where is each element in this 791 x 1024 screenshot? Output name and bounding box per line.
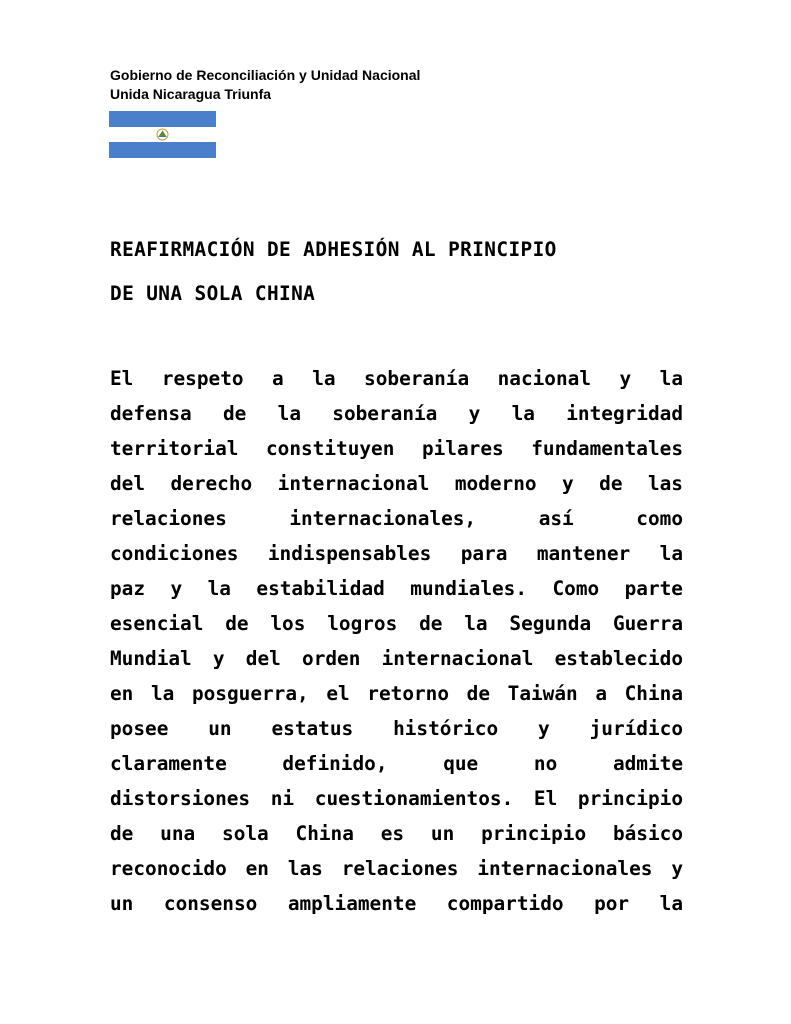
body-paragraph — [110, 361, 683, 921]
body-line: reconocido en las relaciones internacionales y — [110, 857, 683, 880]
body-line: posee un estatus histórico y jurídico — [110, 717, 683, 740]
body-line: relaciones internacionales, así como — [110, 507, 683, 530]
body-line: del derecho internacional moderno y de las — [110, 472, 683, 495]
government-header — [110, 66, 420, 104]
coat-of-arms-icon — [157, 129, 168, 140]
government-name: Gobierno de Reconciliación y Unidad Nacional — [110, 67, 421, 83]
body-line: esencial de los logros de la Segunda Guerra — [110, 612, 683, 635]
body-line: condiciones indispensables para mantener la — [110, 542, 683, 565]
body-line: paz y la estabilidad mundiales. Como parte — [110, 577, 683, 600]
body-line: defensa de la soberanía y la integridad — [110, 402, 683, 425]
body-line: El respeto a la soberanía nacional y la — [110, 367, 683, 390]
body-line: territorial constituyen pilares fundamentales — [110, 437, 683, 460]
body-line: distorsiones ni cuestionamientos. El principio — [110, 787, 683, 810]
nicaragua-flag-icon — [109, 111, 216, 158]
document-title — [110, 228, 685, 316]
title-line-1: REAFIRMACIÓN DE ADHESIÓN AL PRINCIPIO — [110, 238, 557, 261]
body-line: un consenso ampliamente compartido por la — [110, 892, 683, 915]
title-line-2: DE UNA SOLA CHINA — [110, 282, 316, 305]
body-line: de una sola China es un principio básico — [110, 822, 683, 845]
body-line: claramente definido, que no admite — [110, 752, 683, 775]
government-slogan: Unida Nicaragua Triunfa — [110, 86, 272, 102]
body-line: Mundial y del orden internacional establecido — [110, 647, 683, 670]
body-line: en la posguerra, el retorno de Taiwán a China — [110, 682, 683, 705]
